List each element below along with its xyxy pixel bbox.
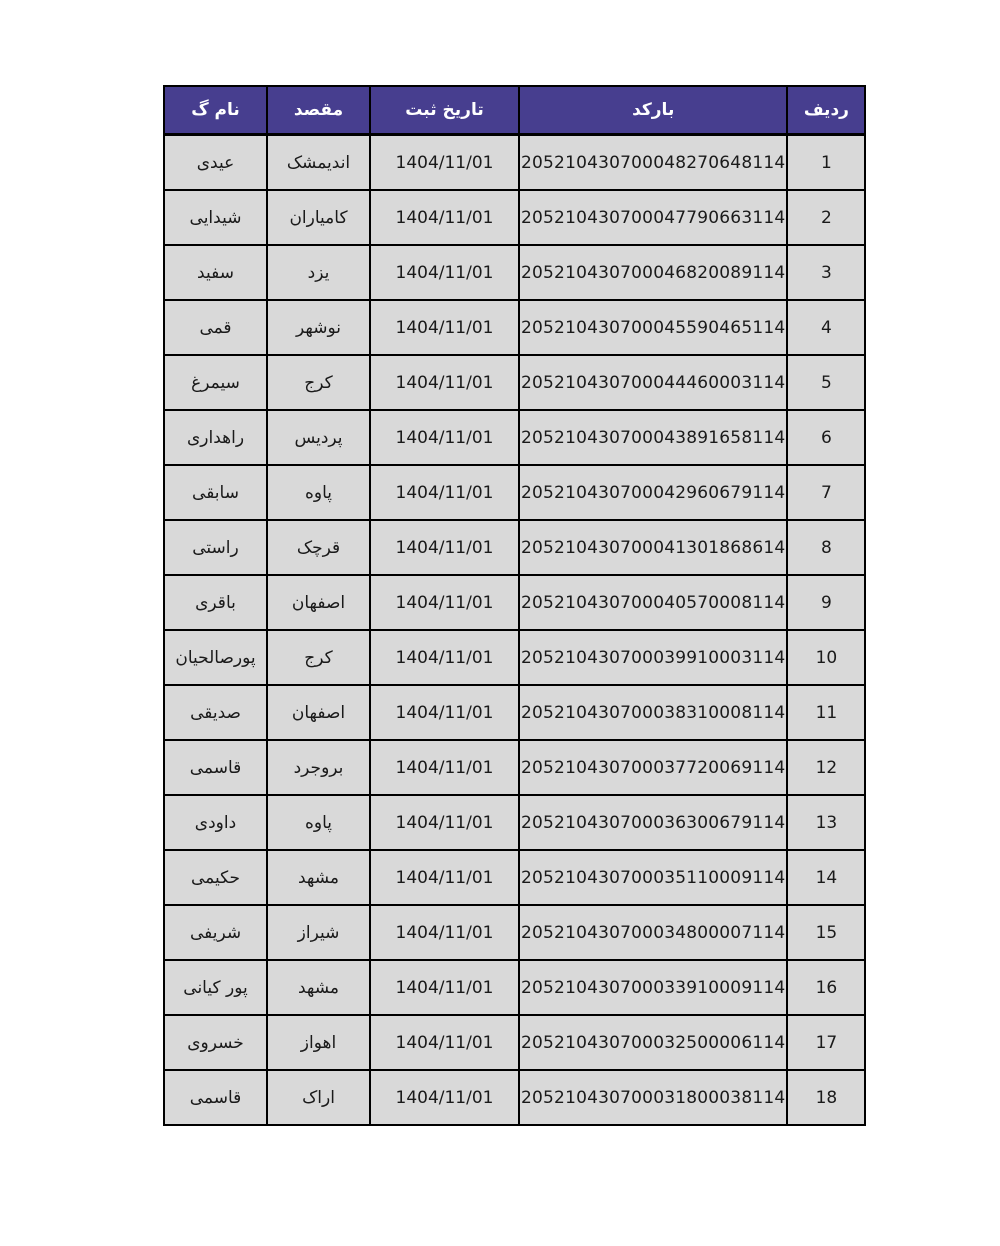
table-row: [164, 685, 865, 740]
cell-barcode: 205210430700045590465114: [519, 300, 787, 355]
table-row: [164, 740, 865, 795]
table-row: [164, 960, 865, 1015]
cell-barcode: 205210430700042960679114: [519, 465, 787, 520]
cell-name: شیدایی: [164, 190, 267, 245]
table-row: [164, 465, 865, 520]
cell-name: قاسمی: [164, 1070, 267, 1125]
cell-name: شریفی: [164, 905, 267, 960]
cell-row-number: 8: [787, 520, 865, 575]
cell-barcode: 205210430700039910003114: [519, 630, 787, 685]
cell-destination: اهواز: [267, 1015, 370, 1070]
cell-barcode: 205210430700034800007114: [519, 905, 787, 960]
column-header-date: تاریخ ثبت: [370, 86, 519, 135]
cell-row-number: 14: [787, 850, 865, 905]
cell-date: 1404/11/01: [370, 960, 519, 1015]
cell-barcode: 205210430700037720069114: [519, 740, 787, 795]
cell-barcode: 205210430700046820089114: [519, 245, 787, 300]
cell-row-number: 15: [787, 905, 865, 960]
cell-row-number: 13: [787, 795, 865, 850]
cell-date: 1404/11/01: [370, 465, 519, 520]
cell-date: 1404/11/01: [370, 520, 519, 575]
shipments-table-container: [163, 85, 866, 1126]
cell-barcode: 205210430700033910009114: [519, 960, 787, 1015]
cell-row-number: 10: [787, 630, 865, 685]
cell-barcode: 205210430700041301868614: [519, 520, 787, 575]
table-row: [164, 190, 865, 245]
cell-destination: پردیس: [267, 410, 370, 465]
table-row: [164, 630, 865, 685]
cell-row-number: 16: [787, 960, 865, 1015]
cell-destination: مشهد: [267, 960, 370, 1015]
cell-destination: یزد: [267, 245, 370, 300]
cell-date: 1404/11/01: [370, 575, 519, 630]
cell-date: 1404/11/01: [370, 1015, 519, 1070]
table-row: [164, 850, 865, 905]
table-row: [164, 245, 865, 300]
cell-row-number: 12: [787, 740, 865, 795]
shipments-table: [163, 85, 866, 1126]
cell-row-number: 9: [787, 575, 865, 630]
cell-row-number: 3: [787, 245, 865, 300]
table-row: [164, 905, 865, 960]
table-row: [164, 1070, 865, 1125]
table-row: [164, 520, 865, 575]
cell-row-number: 7: [787, 465, 865, 520]
cell-date: 1404/11/01: [370, 135, 519, 191]
cell-barcode: 205210430700040570008114: [519, 575, 787, 630]
cell-name: پور کیانی: [164, 960, 267, 1015]
cell-date: 1404/11/01: [370, 410, 519, 465]
cell-barcode: 205210430700047790663114: [519, 190, 787, 245]
cell-name: راستی: [164, 520, 267, 575]
cell-date: 1404/11/01: [370, 740, 519, 795]
cell-name: عیدی: [164, 135, 267, 191]
cell-destination: مشهد: [267, 850, 370, 905]
cell-name: خسروی: [164, 1015, 267, 1070]
cell-barcode: 205210430700044460003114: [519, 355, 787, 410]
header-row: [164, 86, 865, 135]
cell-name: حکیمی: [164, 850, 267, 905]
column-header-barcode: بارکد: [519, 86, 787, 135]
cell-date: 1404/11/01: [370, 685, 519, 740]
cell-date: 1404/11/01: [370, 630, 519, 685]
cell-destination: اندیمشک: [267, 135, 370, 191]
cell-row-number: 4: [787, 300, 865, 355]
cell-destination: اصفهان: [267, 685, 370, 740]
cell-barcode: 205210430700048270648114: [519, 135, 787, 191]
cell-barcode: 205210430700036300679114: [519, 795, 787, 850]
cell-date: 1404/11/01: [370, 905, 519, 960]
column-header-name: نام گ: [164, 86, 267, 135]
cell-name: سابقی: [164, 465, 267, 520]
cell-destination: بروجرد: [267, 740, 370, 795]
cell-name: صدیقی: [164, 685, 267, 740]
cell-row-number: 1: [787, 135, 865, 191]
cell-name: پورصالحیان: [164, 630, 267, 685]
cell-destination: کرج: [267, 355, 370, 410]
cell-barcode: 205210430700035110009114: [519, 850, 787, 905]
column-header-row-number: ردیف: [787, 86, 865, 135]
cell-date: 1404/11/01: [370, 850, 519, 905]
cell-name: باقری: [164, 575, 267, 630]
cell-date: 1404/11/01: [370, 300, 519, 355]
cell-barcode: 205210430700043891658114: [519, 410, 787, 465]
cell-date: 1404/11/01: [370, 190, 519, 245]
cell-name: داودی: [164, 795, 267, 850]
cell-barcode: 205210430700038310008114: [519, 685, 787, 740]
cell-destination: قرچک: [267, 520, 370, 575]
cell-destination: اراک: [267, 1070, 370, 1125]
cell-row-number: 18: [787, 1070, 865, 1125]
cell-row-number: 17: [787, 1015, 865, 1070]
cell-date: 1404/11/01: [370, 245, 519, 300]
cell-destination: شیراز: [267, 905, 370, 960]
table-row: [164, 795, 865, 850]
table-row: [164, 135, 865, 191]
table-row: [164, 410, 865, 465]
table-row: [164, 575, 865, 630]
cell-destination: کرج: [267, 630, 370, 685]
cell-row-number: 11: [787, 685, 865, 740]
cell-date: 1404/11/01: [370, 1070, 519, 1125]
cell-date: 1404/11/01: [370, 795, 519, 850]
cell-row-number: 5: [787, 355, 865, 410]
cell-name: راهداری: [164, 410, 267, 465]
cell-row-number: 2: [787, 190, 865, 245]
cell-date: 1404/11/01: [370, 355, 519, 410]
table-body: [164, 135, 865, 1126]
cell-name: قمی: [164, 300, 267, 355]
cell-name: سفید: [164, 245, 267, 300]
cell-barcode: 205210430700032500006114: [519, 1015, 787, 1070]
cell-row-number: 6: [787, 410, 865, 465]
cell-name: سیمرغ: [164, 355, 267, 410]
cell-destination: پاوه: [267, 465, 370, 520]
cell-name: قاسمی: [164, 740, 267, 795]
cell-barcode: 205210430700031800038114: [519, 1070, 787, 1125]
column-header-destination: مقصد: [267, 86, 370, 135]
cell-destination: کامیاران: [267, 190, 370, 245]
cell-destination: پاوه: [267, 795, 370, 850]
table-row: [164, 1015, 865, 1070]
table-row: [164, 355, 865, 410]
cell-destination: نوشهر: [267, 300, 370, 355]
table-row: [164, 300, 865, 355]
cell-destination: اصفهان: [267, 575, 370, 630]
